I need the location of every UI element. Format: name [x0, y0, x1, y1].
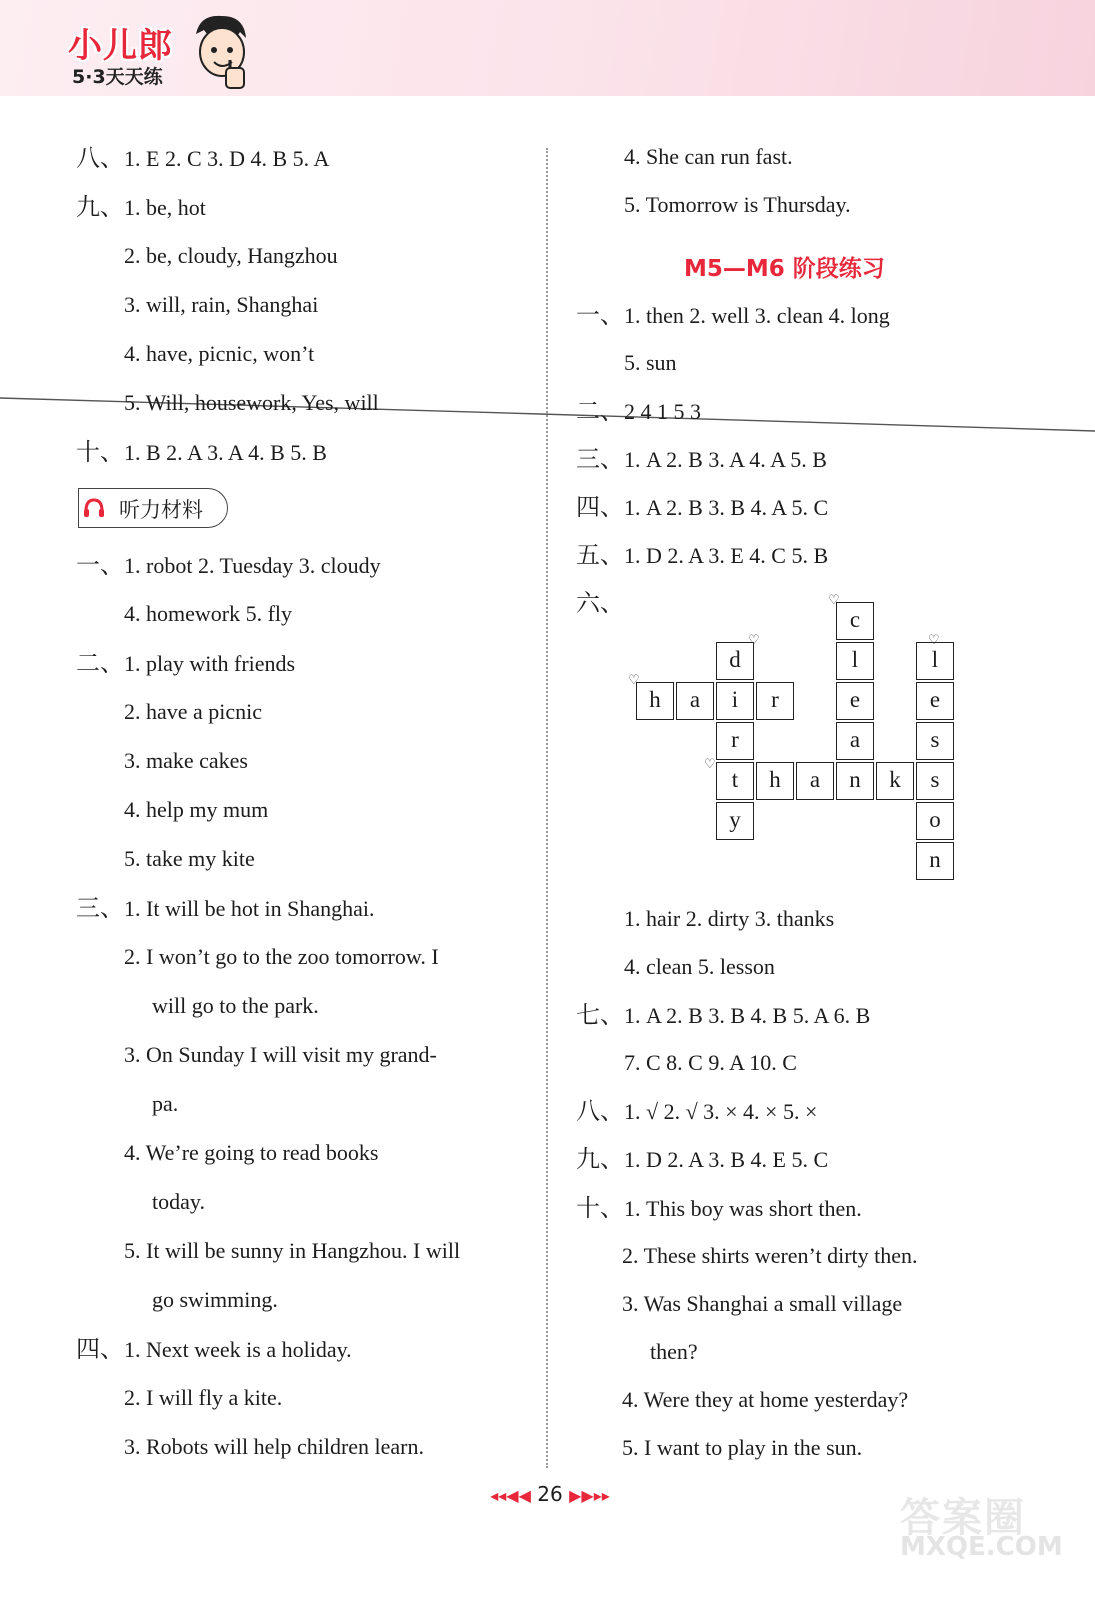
crossword-cell: d: [716, 642, 754, 680]
answer-line: 二、2 4 1 5 3: [576, 397, 701, 425]
heart-marker-icon: ♡: [704, 756, 716, 771]
answer-line: today.: [152, 1189, 205, 1214]
brand-logo: [68, 12, 248, 92]
answer-line: 三、1. It will be hot in Shanghai.: [76, 894, 375, 922]
answer-line: 2. have a picnic: [124, 699, 263, 724]
right-arrows-icon: ▶▶▸▸: [569, 1486, 610, 1505]
answer-line: 2. be, cloudy, Hangzhou: [124, 243, 338, 268]
series-name: 5·3天天练: [72, 66, 163, 88]
answer-line: 三、1. A 2. B 3. A 4. A 5. B: [576, 445, 827, 473]
answer-line: 5. I want to play in the sun.: [622, 1435, 863, 1460]
headphones-icon: [83, 497, 105, 519]
answer-line: 2. I won’t go to the zoo tomorrow. I: [124, 944, 439, 969]
crossword-cell: s: [916, 762, 954, 800]
answer-line: 3. make cakes: [124, 748, 248, 773]
answer-line: 4. clean 5. lesson: [624, 954, 775, 979]
answer-line: then?: [650, 1339, 698, 1364]
answer-line: 4. have, picnic, won’t: [124, 341, 315, 366]
answer-line: 九、1. D 2. A 3. B 4. E 5. C: [576, 1145, 829, 1173]
answer-line: 1. hair 2. dirty 3. thanks: [624, 906, 835, 931]
answer-line: 八、1. √ 2. √ 3. × 4. × 5. ×: [576, 1097, 818, 1125]
crossword-cell: t: [716, 762, 754, 800]
crossword-cell: y: [716, 802, 754, 840]
crossword-cell: l: [916, 642, 954, 680]
answer-line: 一、1. then 2. well 3. clean 4. long: [576, 301, 890, 329]
answer-line: 七、1. A 2. B 3. B 4. B 5. A 6. B: [576, 1001, 871, 1029]
answer-line: will go to the park.: [152, 993, 319, 1018]
crossword-cell: h: [756, 762, 794, 800]
crossword-cell: k: [876, 762, 914, 800]
answer-line: 5. Will, housework, Yes, will: [124, 390, 379, 415]
crossword-grid: [620, 588, 980, 888]
crossword-cell: h: [636, 682, 674, 720]
answer-line: 4. help my mum: [124, 797, 269, 822]
mascot-icon: [186, 12, 252, 92]
watermark-logo: 答案圈: [900, 1495, 1026, 1541]
crossword-cell: i: [716, 682, 754, 720]
crossword-cell: n: [916, 842, 954, 880]
answer-line: pa.: [152, 1091, 179, 1116]
answer-line: 3. will, rain, Shanghai: [124, 292, 319, 317]
answer-line: 五、1. D 2. A 3. E 4. C 5. B: [576, 541, 829, 569]
crossword-cell: a: [676, 682, 714, 720]
answer-line: 十、1. This boy was short then.: [576, 1194, 862, 1222]
page-footer: [470, 1482, 630, 1512]
answer-line: 3. Robots will help children learn.: [124, 1434, 424, 1459]
answer-line: 2. These shirts weren’t dirty then.: [622, 1243, 918, 1268]
answer-line: 4. We’re going to read books: [124, 1140, 379, 1165]
answer-line: go swimming.: [152, 1287, 278, 1312]
heart-marker-icon: ♡: [628, 672, 640, 687]
column-divider: [546, 148, 548, 1468]
crossword-cell: r: [756, 682, 794, 720]
answer-line: 4. She can run fast.: [624, 144, 793, 169]
answer-line: 十、1. B 2. A 3. A 4. B 5. B: [76, 438, 327, 466]
crossword-cell: c: [836, 602, 874, 640]
crossword-cell: o: [916, 802, 954, 840]
crossword-cell: r: [716, 722, 754, 760]
crossword-cell: a: [796, 762, 834, 800]
stage-title: M5—M6 阶段练习: [684, 256, 885, 282]
answer-line: 八、1. E 2. C 3. D 4. B 5. A: [76, 144, 330, 172]
answer-line: 4. homework 5. fly: [124, 601, 293, 626]
answer-line: 3. On Sunday I will visit my grand-: [124, 1042, 437, 1067]
answer-line: 5. Tomorrow is Thursday.: [624, 192, 851, 217]
answer-line: 2. I will fly a kite.: [124, 1385, 283, 1410]
answer-line: 九、1. be, hot: [76, 193, 206, 221]
page-number: 26: [537, 1482, 563, 1506]
answer-line: 3. Was Shanghai a small village: [622, 1291, 903, 1316]
answer-line: 5. It will be sunny in Hangzhou. I will: [124, 1238, 461, 1263]
crossword-cell: e: [836, 682, 874, 720]
crossword-cell: l: [836, 642, 874, 680]
listening-label: 听力材料: [119, 498, 203, 522]
crossword-cell: s: [916, 722, 954, 760]
crossword-cell: a: [836, 722, 874, 760]
section-label: 六、: [576, 589, 624, 617]
answer-line: 5. sun: [624, 350, 677, 375]
brand-name: 小儿郎: [68, 26, 173, 66]
answer-line: 二、1. play with friends: [76, 649, 296, 677]
answer-line: 四、1. Next week is a holiday.: [76, 1335, 352, 1363]
listening-material-tag: [78, 488, 228, 528]
answer-line: 4. Were they at home yesterday?: [622, 1387, 909, 1412]
answer-line: 一、1. robot 2. Tuesday 3. cloudy: [76, 551, 381, 579]
heart-marker-icon: ♡: [828, 592, 840, 607]
crossword-cell: n: [836, 762, 874, 800]
heart-marker-icon: ♡: [748, 632, 760, 647]
left-arrows-icon: ◂◂◀◀: [490, 1486, 531, 1505]
answer-line: 四、1. A 2. B 3. B 4. A 5. C: [576, 493, 829, 521]
watermark-url: MXQE.COM: [900, 1532, 1063, 1562]
crossword-cell: e: [916, 682, 954, 720]
answer-line: 7. C 8. C 9. A 10. C: [624, 1050, 797, 1075]
answer-line: 5. take my kite: [124, 846, 255, 871]
heart-marker-icon: ♡: [928, 632, 940, 647]
